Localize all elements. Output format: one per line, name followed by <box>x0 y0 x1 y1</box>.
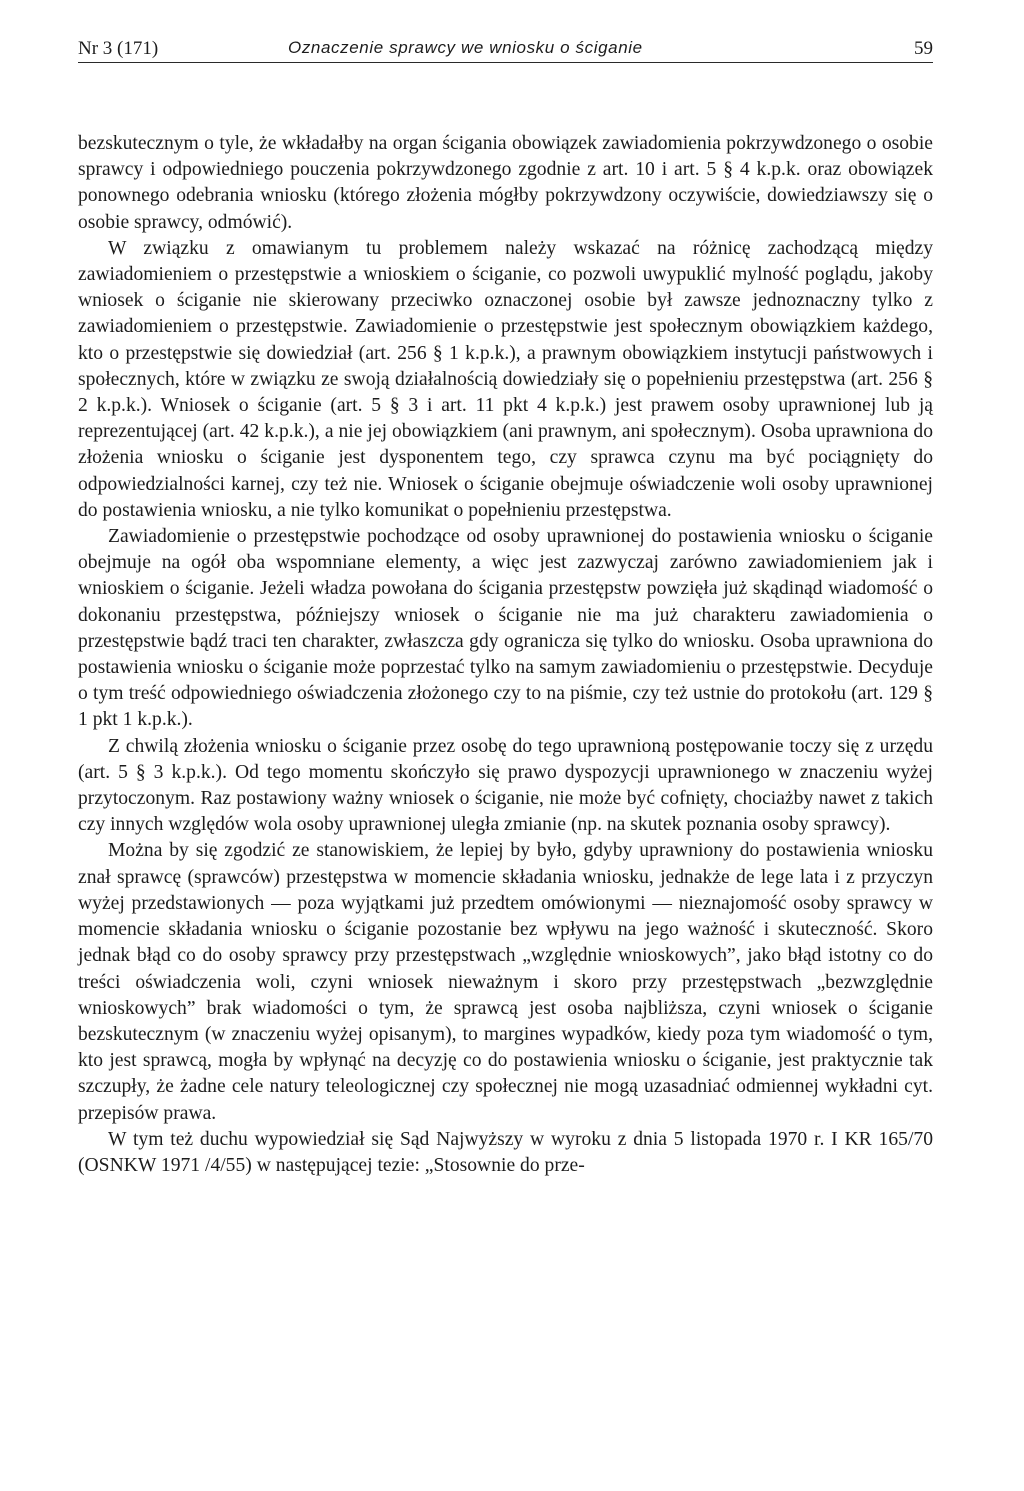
paragraph-continuation: bezskutecznym o tyle, że wkładałby na organ ścigania obowiązek zawiadomienia pokrzywdzonego o osobie sprawcy i odpowiedniego pouczenia pokrzywdzonego zgodnie z art. 10 i art. 5 § 4 k.p.k. oraz obowiązek ponownego odebrania wniosku (którego złożenia mógłby pokrzywdzony oczywiście, dowiedziawszy się o osobie sprawcy, odmówić). <box>78 133 933 233</box>
paragraph: Z chwilą złożenia wniosku o ściganie przez osobę do tego uprawnioną postępowanie toczy się z urzędu (art. 5 § 3 k.p.k.). Od tego momentu skończyło się prawo dyspozycji uprawnionego w znaczeniu wyżej przytoczonym. Raz postawiony ważny wniosek o ściganie, nie może być cofnięty, chociażby nawet z takich czy innych względów wola osoby uprawnionej uległa zmianie (np. na skutek poznania osoby sprawcy). <box>78 735 933 836</box>
running-title: Oznaczenie sprawcy we wniosku o ściganie <box>288 38 643 57</box>
paragraph: Zawiadomienie o przestępstwie pochodzące od osoby uprawnionej do postawienia wniosku o ściganie obejmuje na ogół oba wspomniane elementy, a więc jest zazwyczaj zarówno zawiadomieniem jak i wnioskiem o ściganie. Jeżeli władza powołana do ścigania przestępstw powzięła już skądinąd wiadomość o dokonaniu przestępstwa, późniejszy wniosek o ściganie nie ma już charakteru zawiadomienia o przestępstwie bądź traci ten charakter, zwłaszcza gdy ogranicza się tylko do wniosku. Osoba uprawniona do postawienia wniosku o ściganie może poprzestać tylko na samym zawiadomieniu o przestępstwie. Decyduje o tym treść odpowiedniego oświadczenia złożonego czy to na piśmie, czy też ustnie do protokołu (art. 129 § 1 pkt 1 k.p.k.). <box>78 526 933 731</box>
paragraph: W tym też duchu wypowiedział się Sąd Najwyższy w wyroku z dnia 5 listopada 1970 r. I KR 165/70 (OSNKW 1971 /4/55) w następującej tezie: „Stosownie do prze- <box>78 1128 933 1176</box>
page-number: 59 <box>914 38 933 59</box>
document-page <box>78 32 933 1179</box>
running-header <box>78 32 933 63</box>
issue-number: Nr 3 (171) <box>78 38 159 59</box>
paragraph: W związku z omawianym tu problemem należy wskazać na różnicę zachodzącą między zawiadomieniem o przestępstwie a wnioskiem o ściganie, co pozwoli uwypuklić mylność poglądu, jakoby wniosek o ściganie nie skierowany przeciwko oznaczonej osobie był zawsze jednoznaczny tylko z zawiadomieniem o przestępstwie. Zawiadomienie o przestępstwie jest społecznym obowiązkiem każdego, kto o przestępstwie się dowiedział (art. 256 § 1 k.p.k.), a prawnym obowiązkiem instytucji państwowych i społecznych, które w związku ze swoją działalnością dowiedziały się o popełnieniu przestępstwa (art. 256 § 2 k.p.k.). Wniosek o ściganie (art. 5 § 3 i art. 11 pkt 4 k.p.k.) jest prawem osoby uprawnionej lub ją reprezentującej (art. 42 k.p.k.), a nie jej obowiązkiem (ani prawnym, ani społecznym). Osoba uprawniona do złożenia wniosku o ściganie jest dysponentem tego, czy sprawca czynu ma być pociągnięty do odpowiedzialności karnej, czy też nie. Wniosek o ściganie obejmuje oświadczenie woli osoby uprawnionej do postawienia wniosku, a nie tylko komunikat o popełnieniu przestępstwa. <box>78 237 933 521</box>
paragraph: Można by się zgodzić ze stanowiskiem, że lepiej by było, gdyby uprawniony do postawienia wniosku znał sprawcę (sprawców) przestępstwa w momencie składania wniosku, jednakże de lege lata i z przyczyn wyżej przedstawionych — poza wyjątkami już przedtem omówionymi — nieznajomość osoby sprawcy w momencie składania wniosku o ściganie pozostanie bez wpływu na jego ważność i skuteczność. Skoro jednak błąd co do osoby sprawcy przy przestępstwach „względnie wnioskowych”, jako błąd istotny co do treści oświadczenia woli, czyni wniosek nieważnym i skoro przy przestępstwach „bezwzględnie wnioskowych” brak wiadomości o tym, że sprawcą jest osoba najbliższa, czyni wniosek o ściganie bezskutecznym (w znaczeniu wyżej opisanym), to margines wypadków, kiedy poza tym wiadomość o tym, kto jest sprawcą, mogła by wpłynąć na decyzję co do postawienia wniosku o ściganie, jest praktycznie tak szczupły, że żadne cele natury teleologicznej czy społecznej nie mogą uzasadniać odmiennej wykładni cyt. przepisów prawa. <box>78 840 933 1124</box>
body-text <box>78 131 933 1179</box>
